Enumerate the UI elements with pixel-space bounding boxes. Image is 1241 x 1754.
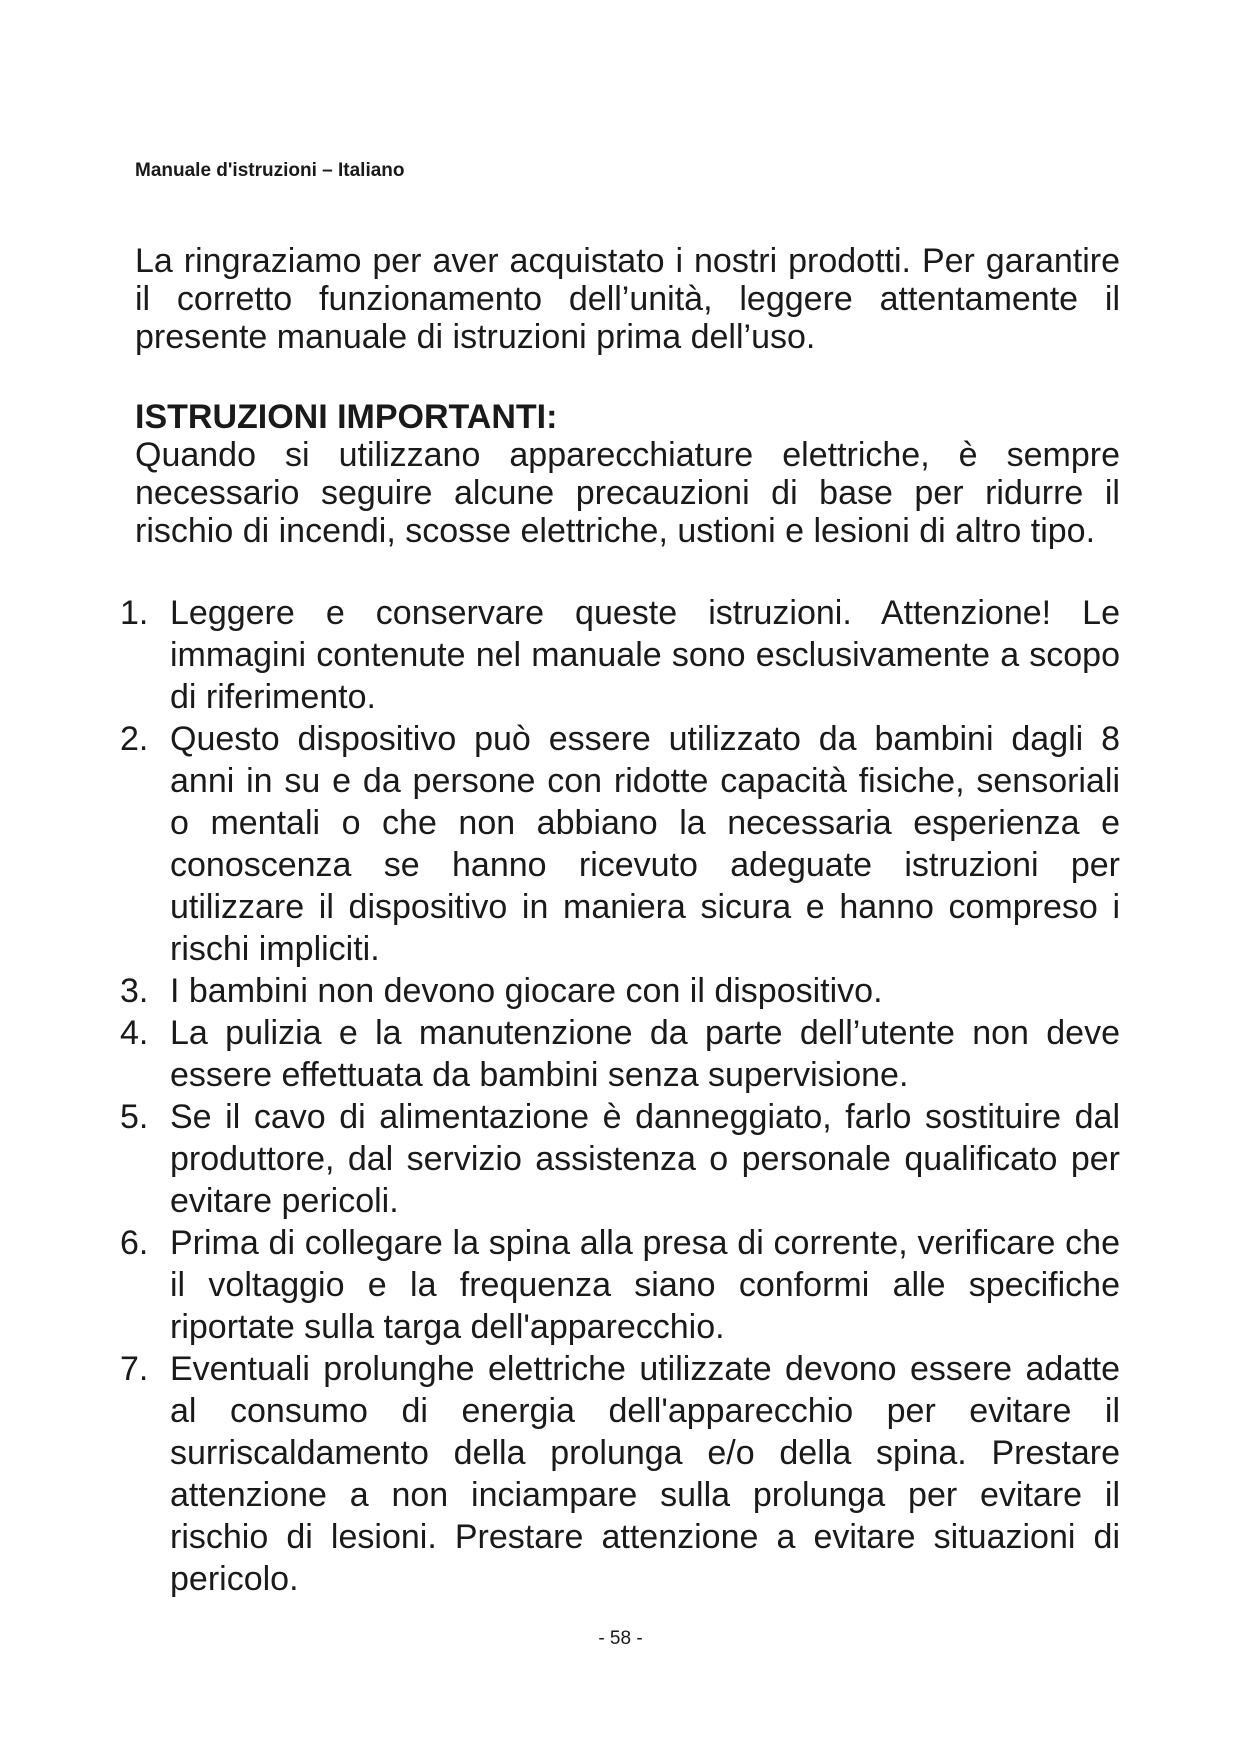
list-item-text: Leggere e conservare queste istruzioni. Attenzione! Le immagini contenute nel manuale sono esclusivamente a scopo di riferimento. [170,594,1120,716]
list-item-text: Questo dispositivo può essere utilizzato da bambini dagli 8 anni in su e da persone con ridotte capacità fisiche, sensoriali o mentali o che non abbiano la necessaria esperienza e conoscenza se hanno ricevuto adeguate istruzioni per utilizzare il dispositivo in maniera sicura e hanno compreso i rischi impliciti. [170,720,1120,968]
list-item [110,718,1120,970]
intro-paragraph: La ringraziamo per aver acquistato i nostri prodotti. Per garantire il corretto funzionamento dell’unità, leggere attentamente il presente manuale di istruzioni prima dell’uso. [135,242,1120,356]
list-item-text: Prima di collegare la spina alla presa di corrente, verificare che il voltaggio e la frequenza siano conformi alle specifiche riportate sulla targa dell'apparecchio. [170,1224,1120,1346]
list-item-number: 1. [120,594,149,632]
list-item [110,1096,1120,1222]
list-item-text: I bambini non devono giocare con il dispositivo. [170,972,883,1010]
list-item-number: 2. [120,720,149,758]
list-item [110,970,1120,1012]
instructions-list [110,592,1120,1600]
list-item [110,1348,1120,1600]
section-title: ISTRUZIONI IMPORTANTI: [135,398,558,436]
list-item-number: 5. [120,1098,149,1136]
page-number: - 58 - [598,1628,643,1649]
list-item-number: 7. [120,1350,149,1388]
list-item-text: La pulizia e la manutenzione da parte dell’utente non deve essere effettuata da bambini senza supervisione. [170,1014,1120,1094]
list-item [110,592,1120,718]
list-item [110,1222,1120,1348]
document-header: Manuale d'istruzioni – Italiano [135,160,405,181]
list-item-number: 6. [120,1224,149,1262]
list-item-text: Eventuali prolunghe elettriche utilizzate devono essere adatte al consumo di energia dell'apparecchio per evitare il surriscaldamento della prolunga e/o della spina. Prestare attenzione a non inciampare sulla prolunga per evitare il rischio di lesioni. Prestare attenzione a evitare situazioni di pericolo. [170,1350,1120,1598]
list-item-number: 3. [120,972,149,1010]
list-item-number: 4. [120,1014,149,1052]
list-item-text: Se il cavo di alimentazione è danneggiato, farlo sostituire dal produttore, dal servizio assistenza o personale qualificato per evitare pericoli. [170,1098,1120,1220]
list-item [110,1012,1120,1096]
section-body: Quando si utilizzano apparecchiature elettriche, è sempre necessario seguire alcune precauzioni di base per ridurre il rischio di incendi, scosse elettriche, ustioni e lesioni di altro tipo. [135,436,1120,550]
